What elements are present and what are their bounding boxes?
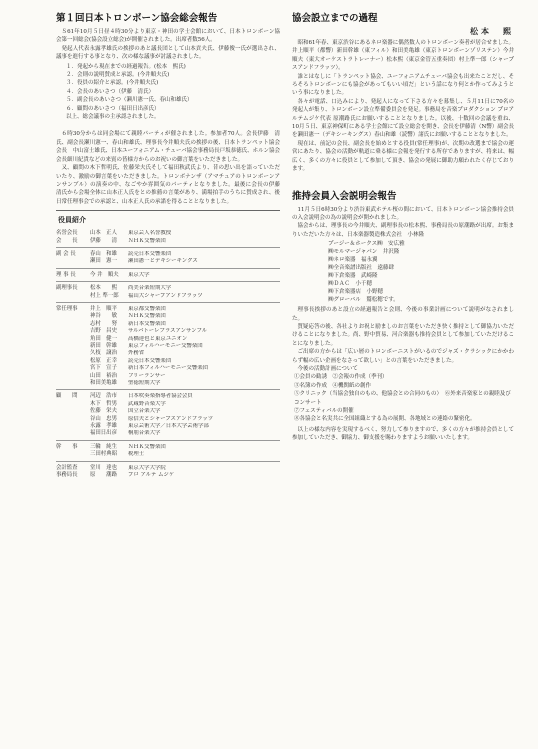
officer-role	[56, 343, 90, 350]
officer-role: 名誉会長	[56, 230, 78, 237]
officer-role	[56, 336, 90, 343]
agenda-item: ６．顧問のあいさつ（福田日出彦氏）	[66, 105, 160, 112]
officer-affiliation: 高橋達也と東京ユニオン	[128, 335, 188, 342]
officer-role	[56, 408, 90, 415]
support-paragraph-4: 質疑応答の後、各社よりお祝と励ましのお言葉をいただき快く推持として御協力いただけることになりました。尚、野中貿易、河合楽器も推持会員として参加していただけることになりました。	[292, 323, 514, 347]
officer-name: 三輪 純生	[90, 443, 117, 450]
officer-role	[56, 258, 90, 265]
meeting-paragraph-1: Ｓ61年10月５日昼４時30分より東京・神田の学士会館において、日本トロンボーン協会第一回総会(協会設立総会)が開催されました。出席者数56人。	[56, 29, 280, 44]
officer-role	[56, 430, 90, 437]
list-item: ㈱グローバル 鷲松穂です。	[328, 297, 399, 304]
list-item: ㈱下倉楽器 武崎隆	[328, 273, 378, 280]
officer-affiliation: 東京大学	[128, 271, 150, 278]
officer-affiliation: 武蔵野音楽大学	[128, 400, 166, 407]
officer-affiliation: 読売日本交響楽団	[128, 357, 172, 364]
founding-paragraph-4: 現在は、前記の会長、副会長を始めとする役員(常任理事)が、次期の改選まで協会の運営にあたり、協会の活動が軌道に乗る様に会報を発行する所存でありますが、将来は、幅広く、多くの方々に役員として参加して頂き、協会の発展に御助力願われたく存じております。	[292, 140, 514, 173]
officer-role	[56, 293, 90, 300]
officer-affiliation: 東京フィルハーモニー交響楽団	[128, 343, 203, 349]
officer-name: 伊藤 清	[90, 237, 117, 244]
list-item: ①会員の勧誘 ②会報の作成（季刊）	[294, 374, 388, 381]
officer-role	[56, 313, 90, 320]
officer-affiliation: 新日本フィルハーモニー交響楽団	[128, 365, 209, 372]
officers-title: 役員紹介	[58, 216, 86, 225]
officer-name: 角田 健一	[90, 335, 117, 342]
author-name: 松本 熙	[470, 26, 514, 36]
officer-role	[56, 373, 90, 380]
officer-role: 理 事 長	[56, 271, 76, 278]
table-row	[56, 293, 280, 300]
table-row	[56, 380, 280, 387]
table-row	[56, 373, 280, 380]
founding-paragraph-3: 各々が電話、口込みにより、発起人になって下さる方々を募集し、５月11日に70名の発起人が集り、トロンボーン設立準備委員会を発足。事務局を音楽プロダクション プロアルテムジケ代表 原潮路氏にお願いすることとなりました。以後、十数回の会議を重ね、10月５日、東京神保町にある学士会館にて設立総会を開き、会長を伊藤清（N響）副会長を瀬田憲一（デキシーキングス）春山和雄（読響）諸氏にお願いすることとなりました。	[292, 98, 514, 139]
table-row	[56, 230, 280, 237]
list-item: ③名簿の作成 ④機関紙の創作	[294, 382, 372, 389]
agenda-item: ２．会則の説明賛成と承認。(今井順夫氏)	[66, 72, 170, 79]
officer-role: 副理事長	[56, 285, 78, 292]
party-paragraph-2: 又、顧問の木下哲明氏、佐藤栄夫氏そして福田秋武氏より、昔の思い出を語っていただいたり、激励の御言葉をいただきました。トロンボナンザ（アマチュアのトロンボーンアンサンブル）の演奏の中、なごやか雰囲気のパーティとなりました。最後に会長の伊藤 清氏から会場全体に山本正人氏をとの推薦の言葉があり、満場拍手のうちに賛成され、後日常任理事会での承認と、山本正人氏の承諾を得ることとなりました。	[56, 165, 286, 205]
officer-role	[56, 365, 90, 372]
officer-name: 村上 準一郎	[90, 292, 119, 299]
activity-plan-list	[294, 373, 514, 423]
officer-name: 河辺 浩市	[90, 393, 117, 400]
table-row	[56, 430, 280, 437]
officer-affiliation: 桐朋音楽大学	[128, 430, 161, 437]
officer-affiliation: ＮＨＫ交響楽団	[128, 443, 166, 450]
list-item: ㈱下倉楽器店 小野穂	[328, 289, 384, 296]
support-paragraph-3: 理事長挨拶のあと設立の経過報告と会則、今後の事業計画について説明がなされました。	[292, 307, 514, 322]
officer-name: 新田 幹雄	[90, 343, 117, 349]
officer-name: 神谷 敏	[90, 313, 117, 320]
table-row	[56, 272, 280, 279]
party-paragraph-1: ６時30分からは同会場にて親睦パーティが催されました。参加者70人。会長伊藤 清氏、副会長瀬川憲一、春山和雄氏、理事長今井順夫氏の挨拶の後、日本トランペット協会会長 中山富士雄氏、日本ユーフォニアム・チューバ協会事務局長戸坂恭徳氏、ホルン協会会長細川紀貴などの来賓の皆様方からのお祝いの御言葉をいただきました。	[56, 131, 280, 163]
table-row	[56, 408, 280, 415]
agenda-item: 以上、総会議事の主承認されました。	[66, 114, 160, 121]
officer-role	[56, 358, 90, 365]
officer-name: 久枝 譲治	[90, 350, 117, 357]
officer-name: 山田 裕治	[90, 372, 117, 379]
agenda-item: ５．副会長のあいさつ（瀬川憲一氏、春山和雄氏）	[66, 97, 193, 104]
officer-affiliation: ＮＨＫ交響楽団	[128, 313, 166, 320]
table-row	[56, 365, 280, 372]
officer-affiliation: ＮＨＫ交響楽団	[128, 237, 166, 244]
officer-group	[56, 284, 280, 303]
table-row	[56, 238, 280, 245]
agenda-item: １．発起から現在までの経過報告。(松本 熙氏)	[66, 63, 186, 70]
officer-name: 今 井 順夫	[90, 271, 119, 278]
table-row	[56, 350, 280, 357]
officer-group	[56, 392, 280, 440]
list-item: ㈱ＤＡＣ 小千穂	[328, 281, 373, 288]
officer-affiliation: 東京芸人名誉教授	[128, 230, 172, 237]
officer-name: 松本 熙	[90, 285, 117, 292]
list-item: ⑤クリニック（当協会独自のもの、他協会との合同のもの） ⑥外来音楽家との親睦及びコンサート	[294, 391, 511, 406]
officer-role	[56, 321, 90, 328]
officer-affiliation: 東京都交響楽団	[128, 305, 166, 312]
officer-name: 山本 正人	[90, 230, 117, 237]
officer-name: 春山 和雄	[90, 250, 117, 257]
officer-group	[56, 464, 280, 482]
officer-group	[56, 305, 280, 390]
table-row	[56, 472, 280, 479]
officer-role	[56, 350, 90, 357]
officer-affiliation: 尚美音楽短期大学	[128, 285, 172, 292]
officer-role	[56, 380, 90, 387]
support-paragraph-1: 11月５日6時30分より渋谷東武ホテル桜の間において、日本トロンボーン協会推持会員の入会説明会の為の説明会が開かれました。	[292, 206, 514, 221]
officer-role: 会計監査	[56, 464, 78, 471]
founding-paragraph-1: 昭和61年春、東京渋谷にあるネロ楽器に偶然数人のトロンボーン奏者が居合せました。井上順平（都響）新田幹雄（東フィル）和田美亀雄（東京トロンボーンゾリステン）今井順夫（東大オーケストラトレーナー）松本熙（東京金管五重奏団）村上準一郎（シャープスアンドフラッツ）。	[292, 40, 514, 72]
support-paragraph-5: ご出席の方からは「広い層のトロンボーニストがいるのでジャズ・クラシックにかかわらず幅の広い企画をなさって欲しい」との言葉をいただきました。	[292, 349, 514, 364]
officer-affiliation: 福山大シャープアンドフラッツ	[128, 292, 203, 299]
officer-role	[56, 328, 90, 335]
officer-role	[56, 451, 90, 458]
officer-name: 三田村典昭	[90, 451, 117, 458]
right-column	[292, 10, 514, 443]
officer-name: 宮下 宣子	[90, 365, 117, 372]
officer-affiliation: 国立音楽大学	[128, 408, 161, 415]
list-item: ㈱全音楽譜出版社 遠藤肆	[328, 265, 395, 272]
officer-name: 福田日出彦	[90, 430, 117, 437]
company-list	[328, 240, 514, 304]
officer-affiliation: 瀬田憲一とデキシーキングス	[128, 258, 198, 265]
officer-name: 永露 孝雄	[90, 423, 117, 430]
general-meeting-report-title: 第１回日本トロンボーン協会総会報告	[56, 13, 218, 24]
table-row	[56, 285, 280, 292]
officer-group	[56, 271, 280, 282]
list-item: ⑧各協会と名実共に全国組織とする為の展開、各地域との連絡の緊密化。	[294, 416, 476, 423]
officer-role: 幹 事	[56, 443, 78, 450]
officer-affiliation: 東京芸術大学／日本大学芸術学部	[128, 423, 209, 430]
list-item: プージー＆ホークス㈱ 安広雅	[328, 241, 405, 248]
officer-affiliation: 聖徳短期大学	[128, 380, 161, 387]
table-row	[56, 451, 280, 458]
officer-affiliation: 東京大学大学院	[128, 464, 166, 471]
section-divider	[56, 210, 280, 211]
officer-affiliation: 税理士	[128, 451, 145, 458]
list-item: ⑦フェスティバルの開催	[294, 408, 354, 414]
officer-group	[56, 443, 280, 462]
agenda-item: ４．会長のあいさつ（伊藤 清氏）	[66, 88, 155, 95]
officer-affiliation: プロ アルテ ムジケ	[128, 472, 175, 479]
list-item: ㈱モルマージャパン 井沢隆	[328, 249, 400, 256]
table-row	[56, 416, 280, 423]
officer-affiliation: 読売日本交響楽団	[128, 250, 172, 257]
officer-name: 原 潮路	[90, 472, 117, 479]
list-item: ㈱ネロ楽器 福永翼	[328, 257, 378, 264]
supporting-members-report-title: 推持会員入会説明会報告	[292, 190, 397, 202]
table-row	[56, 465, 280, 472]
officer-name: 堂川 達也	[90, 464, 117, 471]
officer-name: 木下 哲男	[90, 400, 117, 407]
officer-affiliation: 新日本交響楽団	[128, 320, 166, 327]
officer-name: 佐藤 栄夫	[90, 408, 117, 415]
officer-role	[56, 423, 90, 430]
founding-paragraph-2: 誰とはなしに「トランペット協会、ユーフォニアムチューバ協会も出来たことだし、そろそろトロンボーンにも協会があってもいい頃だ」という話になり何とか作ってみようという事になりました。	[292, 73, 514, 97]
officer-affiliation: 外務省	[128, 350, 145, 357]
officer-role	[56, 401, 90, 408]
table-row	[56, 393, 280, 400]
officer-role: 顧 問	[56, 393, 78, 400]
meeting-paragraph-2: 発起人代表永露孝雄氏の挨拶のあと議長団として山本貢夫氏、伊藤俊一氏が選出され、議事を進行する事となり、次の様な議事が討議されました。	[56, 45, 280, 61]
founding-process-title: 協会設立までの過程	[292, 13, 378, 24]
officer-role: 事務局長	[56, 472, 78, 479]
officer-name: 志村 努	[90, 320, 117, 327]
officer-role: 常任理事	[56, 305, 78, 312]
officer-group	[56, 229, 280, 248]
officer-name: 瀬田 憲一	[90, 258, 117, 265]
officer-name: 井上 順平	[90, 305, 117, 312]
officer-role: 会 長	[56, 237, 78, 244]
officer-name: 松原 正幸	[90, 357, 117, 364]
officer-name: 和田美亀雄	[90, 380, 117, 387]
table-row	[56, 336, 280, 343]
officers-table	[56, 229, 280, 481]
support-paragraph-6: 今後の活動計画について	[297, 365, 358, 372]
officer-group	[56, 250, 280, 269]
officer-affiliation: フリーランサー	[128, 372, 166, 379]
table-row	[56, 328, 280, 335]
table-row	[56, 258, 280, 265]
officer-affiliation: サルバトーレブラスアンサンブル	[128, 328, 208, 335]
officer-role	[56, 416, 90, 423]
support-paragraph-2: 協会からは、理事長の今井順夫、副理事長の松本熙、事務局長の原潮路が出席。お集まりいただいた方々は、日本楽器製造株式会社 小林隆	[292, 223, 514, 238]
officer-affiliation: 日本吹奏楽指導者協会会員	[128, 393, 193, 400]
officer-name: 吉野 昌史	[90, 328, 117, 335]
officer-affiliation: 原信夫とシャープスアンドフラッツ	[128, 415, 214, 422]
officer-role: 副 会 長	[56, 250, 76, 257]
left-column	[56, 10, 286, 484]
agenda-list	[66, 63, 280, 122]
table-row	[56, 313, 280, 320]
agenda-item: ３．役員の紹介と承認。(今井順夫氏)	[66, 80, 159, 87]
officer-name: 谷山 忠男	[90, 415, 117, 422]
support-paragraph-7: 以上の様な内容を実現するべく、努力して参りますので、多くの方々が推持会員として参加していただき、御協力、御支援を賜わりますようお願いいたします。	[292, 426, 514, 442]
